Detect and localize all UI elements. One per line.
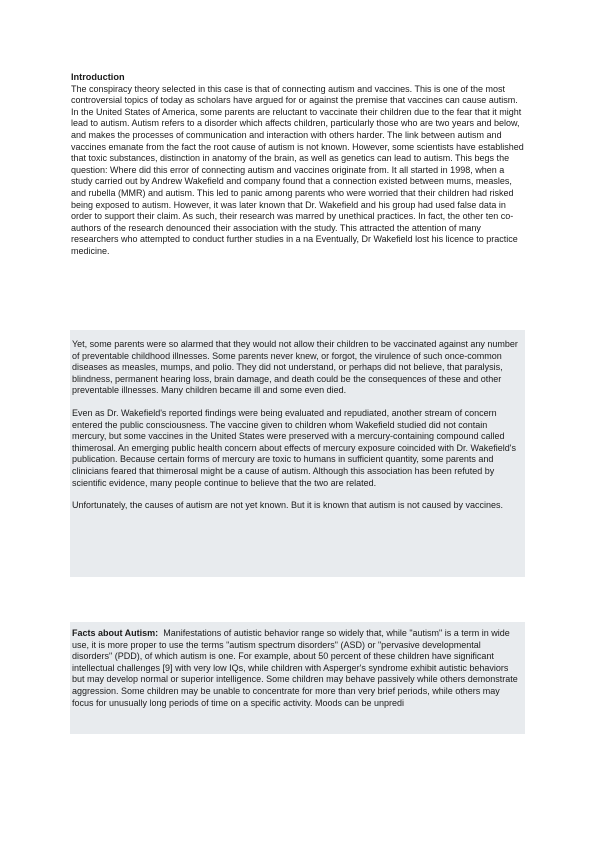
introduction-section — [71, 72, 527, 258]
causes-unknown-paragraph: Unfortunately, the causes of autism are not yet known. But it is known that autism is not caused by vaccines. — [72, 500, 504, 511]
thimerosal-paragraph: Even as Dr. Wakefield's reported findings were being evaluated and repudiated, another stream of concern entered the public consciousness. The vaccine given to children whom Wakefield studied did not contain mercury, but some vaccines in the United States were preserved with a mercury-containing compound called thimerosal. An emerging public health concern about effects of mercury exposure coincided with Dr. Wakefield's publication. Because certain forms of mercury are toxic to humans in sufficient quantity, some parents and clinicians feared that thimerosal might be a cause of autism. Although this association has been refuted by scientific evidence, many people continue to believe that the two are related. — [72, 407, 516, 488]
facts-paragraph — [72, 628, 523, 709]
parents-alarmed-paragraph: Yet, some parents were so alarmed that they would not allow their children to be vaccinated against any number of preventable childhood illnesses. Some parents never knew, or forgot, the virulence of such once-common diseases as measles, mumps, and polio. They did not understand, or perhaps did not believe, that paralysis, blindness, permanent hearing loss, brain damage, and death could be the consequences of these and other preventable illnesses. Many children became ill and some even died. — [72, 339, 518, 396]
facts-heading: Facts about Autism: — [72, 628, 159, 638]
facts-about-autism-section — [70, 622, 525, 734]
introduction-heading: Introduction — [71, 72, 125, 82]
vaccine-concern-section — [70, 330, 525, 577]
facts-text: Manifestations of autistic behavior range so widely that, while "autism" is a term in wide use, it is more proper to use the terms "autism spectrum disorders" (ASD) or "pervasive developmental disorders" (PDD), of which autism is one. For example, about 50 percent of these children have significant intellectual challenges [9] with very low IQs, while children with Asperger's syndrome exhibit autistic behaviors but may develop normal or superior intelligence. Some children may behave passively while others demonstrate aggression. Some children may be unable to concentrate for more than very brief periods, while others may focus for unusually long periods of time on a specific activity. Moods can be unpredi — [72, 628, 518, 708]
introduction-paragraph: The conspiracy theory selected in this case is that of connecting autism and vaccines. This is one of the most controversial topics of today as scholars have argued for or against the premise that vaccines can cause autism. In the United States of America, some parents are reluctant to vaccinate their children due to the fear that it might lead to autism. Autism refers to a disorder which affects children, particularly those who are two years and below, and makes the processes of communication and interaction with others harder. The link between autism and vaccines emanate from the fact the root cause of autism is not known. However, some scientists have established that toxic substances, distinction in anatomy of the brain, as well as genetics can lead to autism. This begs the question: Where did this error of connecting autism and vaccines originate from. It all started in 1998, when a study carried out by Andrew Wakefield and company found that a connection existed between mums, measles, and rubella (MMR) and autism. This led to panic among parents who were worried that their children had risked being exposed to autism. However, it was later known that Dr. Wakefield and his group had used false data in order to support their claim. As such, their research was marred by unethical practices. In fact, the other ten co-authors of the research denounced their association with the study. This attracted the attention of many researchers who attempted to conduct further studies in a na Eventually, Dr Wakefield lost his licence to practice medicine. — [71, 83, 524, 256]
